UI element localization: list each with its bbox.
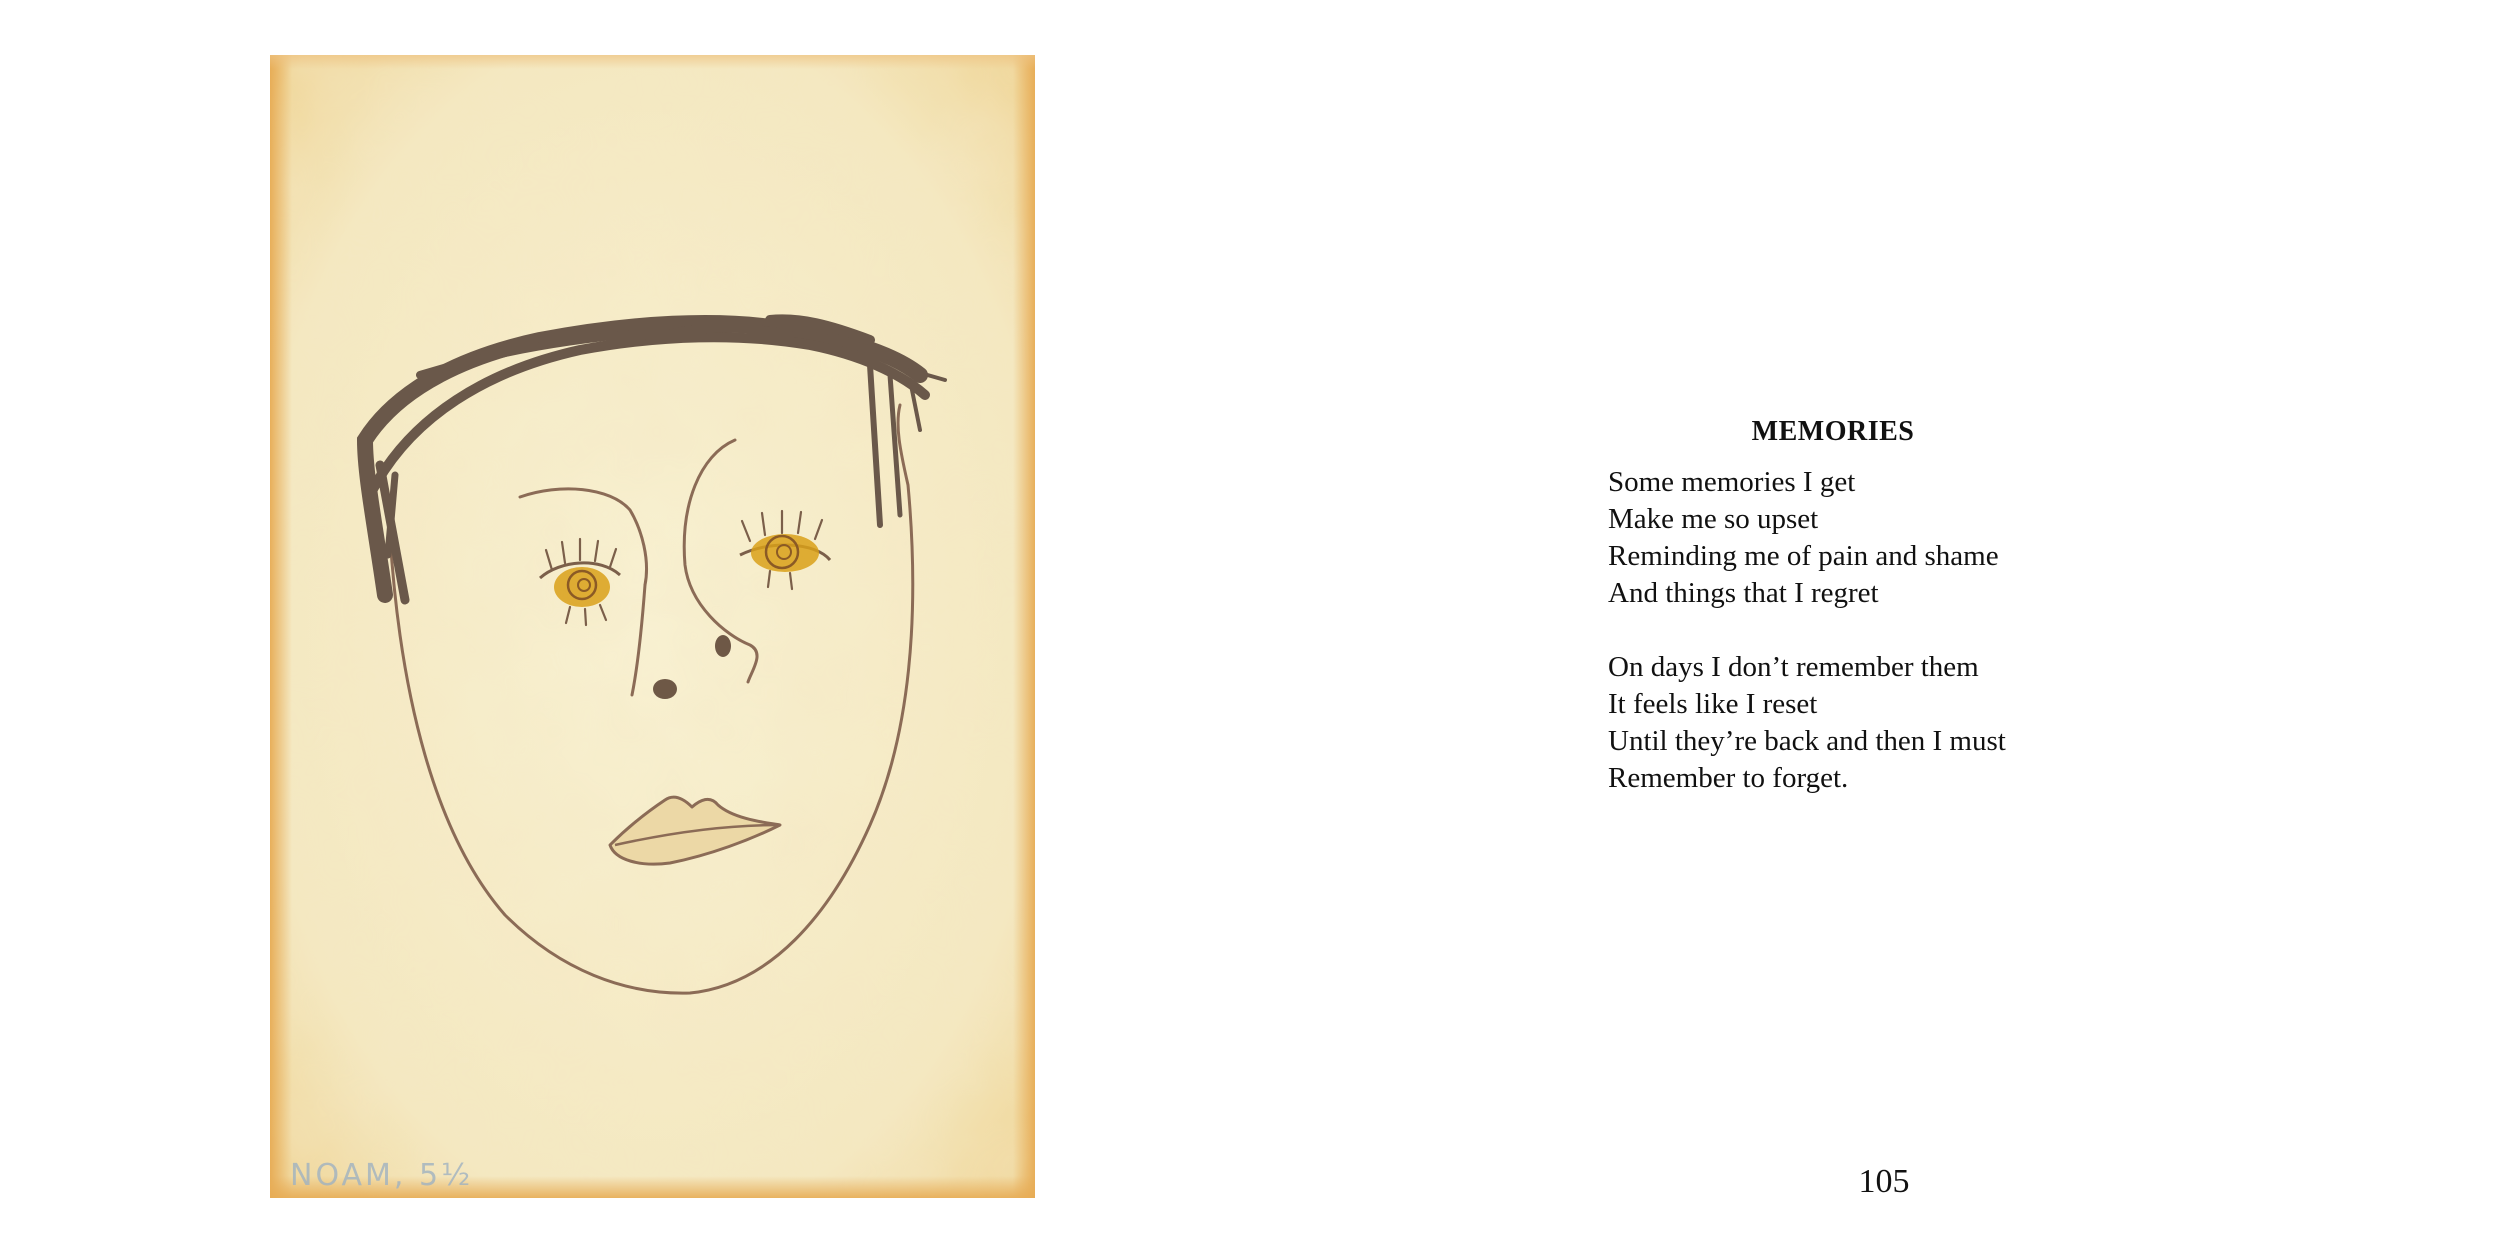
poem-stanza	[1608, 649, 2248, 797]
poem-line: And things that I regret	[1608, 577, 1879, 609]
poem-line: Remember to forget.	[1608, 762, 1849, 794]
artist-signature: NOAM, 5½	[290, 1158, 474, 1193]
poem	[1608, 410, 2248, 797]
poem-stanza	[1608, 464, 2248, 612]
page-number: 105	[1858, 1163, 1910, 1200]
poem-line: Make me so upset	[1608, 503, 1819, 535]
poem-line: On days I don’t remember them	[1608, 651, 1979, 683]
poem-line: Reminding me of pain and shame	[1608, 540, 1999, 572]
poem-title: MEMORIES	[1751, 416, 1915, 447]
poem-line: Some memories I get	[1608, 466, 1856, 498]
poem-line: It feels like I reset	[1608, 688, 1818, 720]
face-drawing-svg	[270, 55, 1035, 1198]
face-drawing-illustration	[270, 55, 1035, 1198]
poem-line: Until they’re back and then I must	[1608, 725, 2006, 757]
